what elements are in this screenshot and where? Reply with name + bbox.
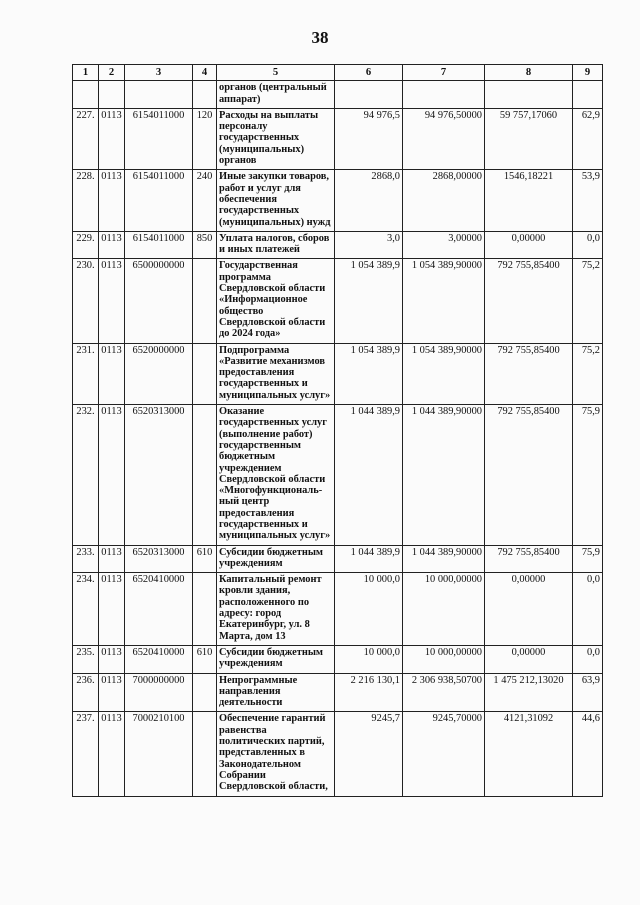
section-code: 0113 [99, 108, 125, 169]
execution-percent: 75,2 [573, 259, 603, 343]
section-code [99, 81, 125, 109]
executed-amount: 4121,31092 [485, 712, 573, 796]
target-article-code: 6520313000 [125, 405, 193, 546]
approved-amount: 1 044 389,9 [335, 545, 403, 573]
item-name: Оказание государственных услуг (выполнение работ) государственным бюджетным учреждением Свердловской области «Многофункциональ-ный центр предоставления государственных и муниципальных услуг» [217, 405, 335, 546]
execution-percent: 75,9 [573, 545, 603, 573]
expense-type-code [193, 673, 217, 712]
row-number: 228. [73, 170, 99, 231]
section-code: 0113 [99, 231, 125, 259]
execution-percent: 62,9 [573, 108, 603, 169]
page-number: 38 [311, 28, 329, 47]
header-cell: 4 [193, 65, 217, 81]
budget-table [72, 64, 603, 797]
header-cell: 9 [573, 65, 603, 81]
target-article-code: 6500000000 [125, 259, 193, 343]
header-cell: 7 [403, 65, 485, 81]
expense-type-code: 610 [193, 545, 217, 573]
expense-type-code [193, 573, 217, 646]
table-row [73, 545, 603, 573]
executed-amount: 1 475 212,13020 [485, 673, 573, 712]
section-code: 0113 [99, 645, 125, 673]
section-code: 0113 [99, 343, 125, 404]
execution-percent: 0,0 [573, 573, 603, 646]
table-row [73, 645, 603, 673]
table-row [73, 259, 603, 343]
approved-amount [335, 81, 403, 109]
approved-amount: 1 044 389,9 [335, 405, 403, 546]
section-code: 0113 [99, 712, 125, 796]
row-number: 230. [73, 259, 99, 343]
item-name: Иные закупки товаров, работ и услуг для обеспечения государственных (муниципальных) нужд [217, 170, 335, 231]
section-code: 0113 [99, 170, 125, 231]
row-number: 231. [73, 343, 99, 404]
section-code: 0113 [99, 545, 125, 573]
executed-amount: 792 755,85400 [485, 259, 573, 343]
expense-type-code: 610 [193, 645, 217, 673]
item-name: Субсидии бюджетным учреждениям [217, 645, 335, 673]
row-number [73, 81, 99, 109]
target-article-code: 6154011000 [125, 170, 193, 231]
table-row [73, 712, 603, 796]
section-code: 0113 [99, 673, 125, 712]
item-name: Уплата налогов, сборов и иных платежей [217, 231, 335, 259]
revised-amount: 10 000,00000 [403, 645, 485, 673]
table-row [73, 108, 603, 169]
executed-amount: 59 757,17060 [485, 108, 573, 169]
table-row [73, 81, 603, 109]
execution-percent: 0,0 [573, 231, 603, 259]
target-article-code: 7000210100 [125, 712, 193, 796]
expense-type-code [193, 712, 217, 796]
item-name: Капитальный ремонт кровли здания, расположенного по адресу: город Екатеринбург, ул. 8 Марта, дом 13 [217, 573, 335, 646]
revised-amount [403, 81, 485, 109]
header-cell: 8 [485, 65, 573, 81]
revised-amount: 1 044 389,90000 [403, 405, 485, 546]
executed-amount: 1546,18221 [485, 170, 573, 231]
table-row [73, 673, 603, 712]
section-code: 0113 [99, 573, 125, 646]
execution-percent: 63,9 [573, 673, 603, 712]
row-number: 232. [73, 405, 99, 546]
executed-amount: 792 755,85400 [485, 405, 573, 546]
row-number: 234. [73, 573, 99, 646]
approved-amount: 9245,7 [335, 712, 403, 796]
section-code: 0113 [99, 405, 125, 546]
item-name: Непрограммные направления деятельности [217, 673, 335, 712]
item-name: Субсидии бюджетным учреждениям [217, 545, 335, 573]
approved-amount: 94 976,5 [335, 108, 403, 169]
approved-amount: 10 000,0 [335, 573, 403, 646]
executed-amount: 792 755,85400 [485, 343, 573, 404]
approved-amount: 10 000,0 [335, 645, 403, 673]
section-code: 0113 [99, 259, 125, 343]
revised-amount: 2 306 938,50700 [403, 673, 485, 712]
expense-type-code: 240 [193, 170, 217, 231]
target-article-code: 6154011000 [125, 231, 193, 259]
revised-amount: 1 054 389,90000 [403, 343, 485, 404]
header-cell: 3 [125, 65, 193, 81]
expense-type-code [193, 405, 217, 546]
execution-percent: 75,9 [573, 405, 603, 546]
item-name: Государственная программа Свердловской области «Информационное общество Свердловской области до 2024 года» [217, 259, 335, 343]
expense-type-code: 120 [193, 108, 217, 169]
approved-amount: 1 054 389,9 [335, 343, 403, 404]
table-row [73, 170, 603, 231]
revised-amount: 9245,70000 [403, 712, 485, 796]
header-cell: 5 [217, 65, 335, 81]
target-article-code: 6520410000 [125, 645, 193, 673]
item-name: Обеспечение гарантий равенства политических партий, представленных в Законодательном Собрании Свердловской области, [217, 712, 335, 796]
table-row [73, 343, 603, 404]
table-header-row [73, 65, 603, 81]
row-number: 235. [73, 645, 99, 673]
execution-percent [573, 81, 603, 109]
revised-amount: 1 044 389,90000 [403, 545, 485, 573]
row-number: 227. [73, 108, 99, 169]
executed-amount: 0,00000 [485, 573, 573, 646]
item-name: Подпрограмма «Развитие механизмов предоставления государственных и муниципальных услуг» [217, 343, 335, 404]
revised-amount: 94 976,50000 [403, 108, 485, 169]
approved-amount: 2868,0 [335, 170, 403, 231]
target-article-code: 6520313000 [125, 545, 193, 573]
expense-type-code [193, 259, 217, 343]
execution-percent: 75,2 [573, 343, 603, 404]
target-article-code: 6520000000 [125, 343, 193, 404]
revised-amount: 1 054 389,90000 [403, 259, 485, 343]
approved-amount: 2 216 130,1 [335, 673, 403, 712]
item-name: Расходы на выплаты персоналу государственных (муниципальных) органов [217, 108, 335, 169]
expense-type-code [193, 343, 217, 404]
row-number: 236. [73, 673, 99, 712]
executed-amount: 0,00000 [485, 231, 573, 259]
revised-amount: 3,00000 [403, 231, 485, 259]
approved-amount: 3,0 [335, 231, 403, 259]
executed-amount: 792 755,85400 [485, 545, 573, 573]
row-number: 237. [73, 712, 99, 796]
table-row [73, 405, 603, 546]
execution-percent: 0,0 [573, 645, 603, 673]
revised-amount: 10 000,00000 [403, 573, 485, 646]
expense-type-code [193, 81, 217, 109]
executed-amount [485, 81, 573, 109]
target-article-code: 7000000000 [125, 673, 193, 712]
execution-percent: 44,6 [573, 712, 603, 796]
table-row [73, 231, 603, 259]
header-cell: 2 [99, 65, 125, 81]
header-cell: 6 [335, 65, 403, 81]
revised-amount: 2868,00000 [403, 170, 485, 231]
header-cell: 1 [73, 65, 99, 81]
item-name: органов (центральный аппарат) [217, 81, 335, 109]
executed-amount: 0,00000 [485, 645, 573, 673]
target-article-code: 6520410000 [125, 573, 193, 646]
execution-percent: 53,9 [573, 170, 603, 231]
expense-type-code: 850 [193, 231, 217, 259]
row-number: 233. [73, 545, 99, 573]
row-number: 229. [73, 231, 99, 259]
target-article-code: 6154011000 [125, 108, 193, 169]
target-article-code [125, 81, 193, 109]
table-row [73, 573, 603, 646]
approved-amount: 1 054 389,9 [335, 259, 403, 343]
